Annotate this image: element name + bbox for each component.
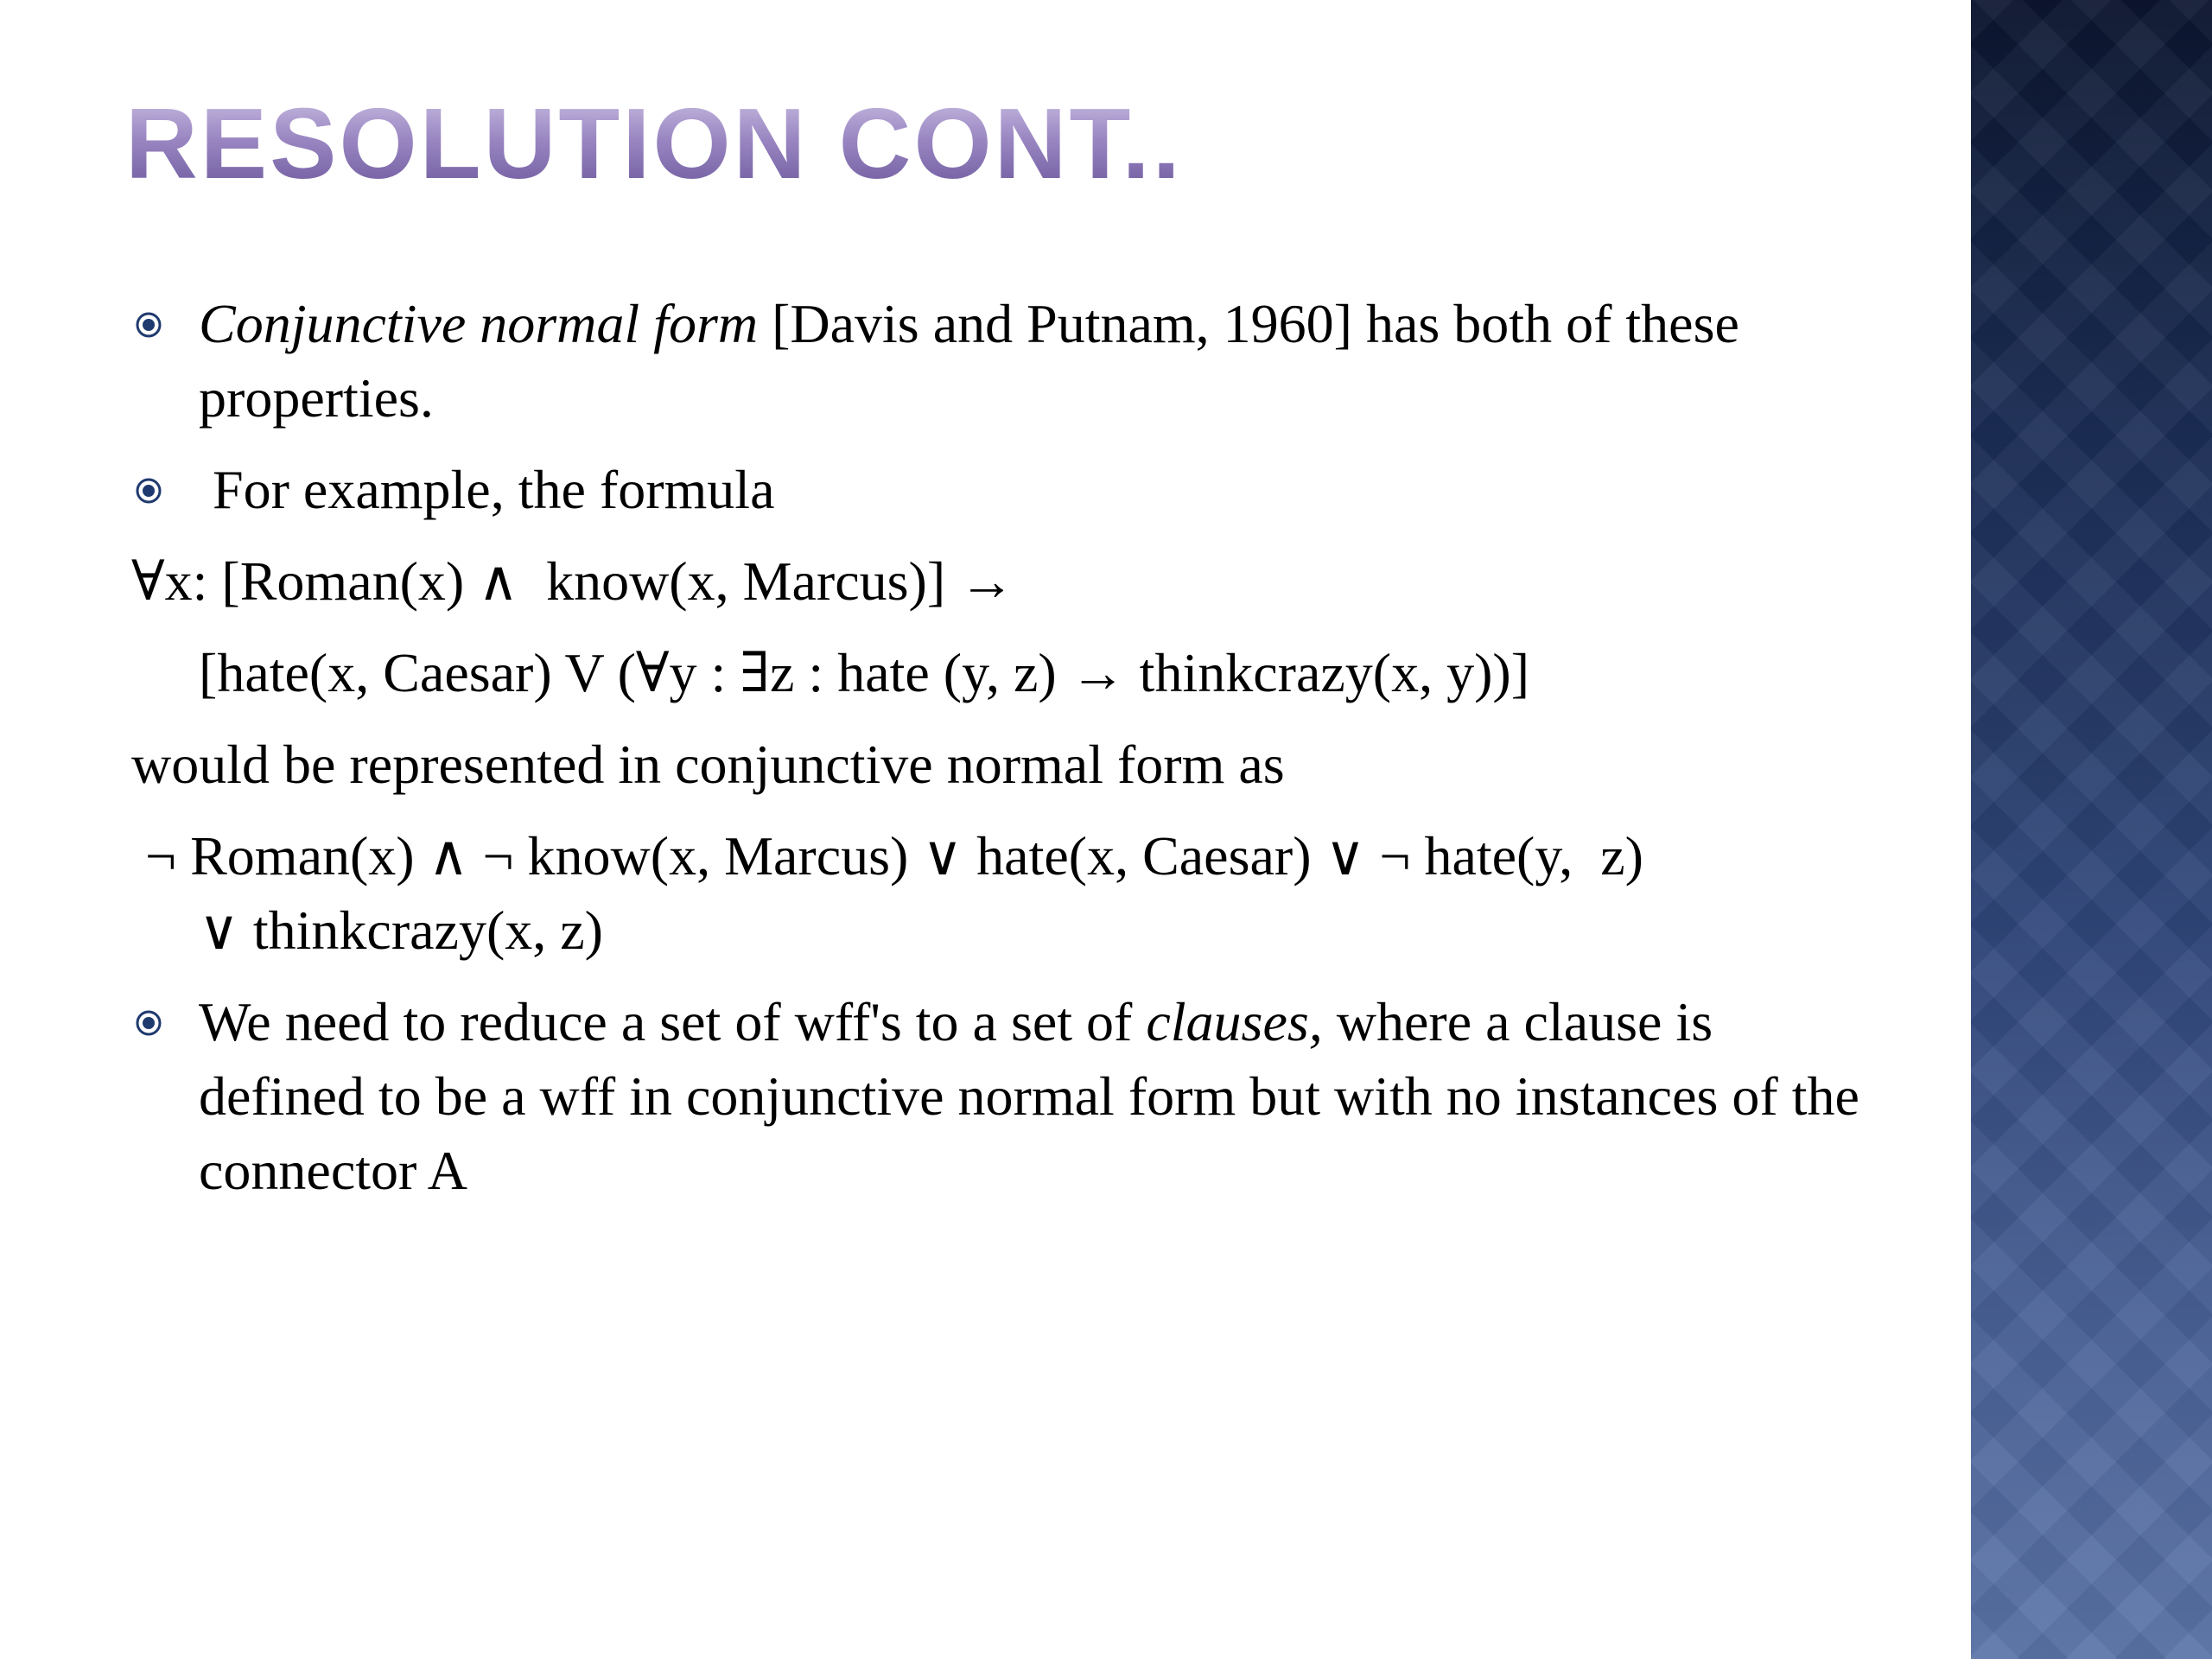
emphasis-term: clauses, [1146,991,1323,1052]
cnf-formula-line-1: ¬ Roman(x) ∧ ¬ know(x, Marcus) ∨ hate(x, Caesar) ∨ ¬ hate(y, z) [131,825,1643,887]
decorative-side-panel [1971,0,2212,1659]
bullet-item-example [131,453,1859,527]
bullet-text [199,991,1859,1201]
target-bullet-icon [135,477,162,505]
bullet-item-clauses [131,985,1859,1208]
bullet-text-before: We need to reduce a set of wff's to a set of [199,991,1147,1052]
bullet-text: For example, the formula [199,459,775,520]
emphasis-term: Conjunctive normal form [199,293,759,354]
slide-title: RESOLUTION CONT.. [125,87,1183,200]
formula-line-2: [hate(x, Caesar) V (∀y : ∃z : hate (y, z) → thinkcrazy(x, y))] [199,642,1529,703]
slide-content [131,287,1859,1208]
bullet-text [199,293,1739,429]
cnf-formula-line-2: ∨ thinkcrazy(x, z) [199,899,603,961]
bullet-text-rest: [Davis and Putnam, 1960] has both of these properties. [199,293,1739,429]
bullet-item-cnf [131,287,1859,435]
bullet-text-after: where a clause is defined to be a wff in conjunctive normal form but with no instances of the connector A [199,991,1859,1201]
target-bullet-icon [135,311,162,339]
target-bullet-icon [135,1009,162,1037]
cnf-intro-text: would be represented in conjunctive normal form as [131,734,1285,795]
formula-line-1: ∀x: [Roman(x) ∧ know(x, Marcus)] → [131,550,1015,612]
